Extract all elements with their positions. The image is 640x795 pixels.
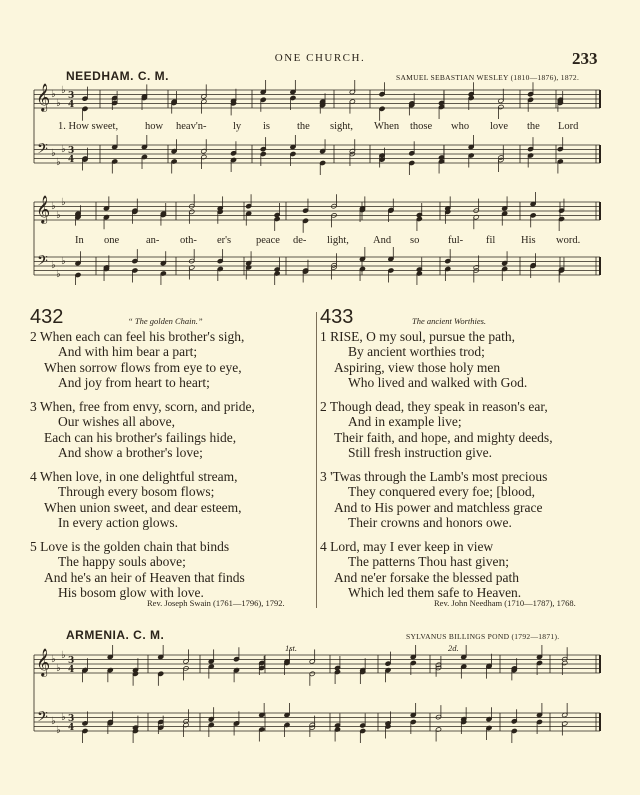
flat-icon: ♭ xyxy=(61,712,66,723)
stanza-line: 5 Love is the golden chain that binds xyxy=(30,539,230,554)
lyric-word: In xyxy=(75,235,84,246)
lyric-word: heav'n- xyxy=(176,121,207,132)
attribution-433: Rev. John Needham (1710—1787), 1768. xyxy=(434,598,576,608)
stanza-line: Aspiring, view those holy men xyxy=(334,359,501,375)
stanza-line: Through every bosom flows; xyxy=(58,484,215,500)
stanza-line: And joy from heart to heart; xyxy=(58,375,210,391)
stanza-line: The happy souls above; xyxy=(58,554,186,570)
lyric-word: sight, xyxy=(330,121,354,132)
lyric-word: ly xyxy=(233,121,242,132)
lyric-word: And xyxy=(373,235,392,246)
stanza-line: And show a brother's love; xyxy=(58,445,203,461)
stanza xyxy=(320,539,620,603)
lyric-word: love xyxy=(490,121,509,132)
stanza-line: They conquered every foe; [blood, xyxy=(348,484,536,500)
stanza-line: 4 When love, in one delightful stream, xyxy=(30,469,238,484)
stanza-line: The patterns Thou hast given; xyxy=(348,554,509,570)
lyric-word: those xyxy=(410,121,433,132)
lyric-word: so xyxy=(410,235,420,246)
hymn-number-433: 433 xyxy=(320,306,354,328)
stanza xyxy=(30,399,315,469)
stanza-line: His bosom glow with love. xyxy=(58,585,204,601)
stanza-line: Their crowns and honors owe. xyxy=(348,515,512,531)
lyric-word: the xyxy=(527,121,540,132)
flat-icon: ♭ xyxy=(56,98,61,109)
time-signature-bottom: 4 xyxy=(68,100,75,110)
lyric-word: 1. How sweet, xyxy=(58,121,119,132)
lyric-word: When xyxy=(374,121,400,132)
lyric-word: peace xyxy=(256,235,280,246)
running-head: ONE CHURCH. xyxy=(274,52,366,64)
score-system-1 xyxy=(0,80,640,285)
stanza-line: Their faith, and hope, and mighty deeds, xyxy=(334,429,553,445)
hymn-432-stanzas xyxy=(30,329,315,603)
bass-clef-icon: 𝄢 xyxy=(37,253,48,273)
bass-clef-icon: 𝄢 xyxy=(37,141,48,161)
lyric-word: fil xyxy=(486,235,496,246)
second-ending-label: 2d. xyxy=(448,643,459,653)
hymn-433-stanzas xyxy=(320,329,620,603)
stanza-line: Our wishes all above, xyxy=(58,414,175,430)
lyric-word: who xyxy=(451,121,470,132)
lyrics-line-2 xyxy=(0,235,640,249)
hymn-number-432: 432 xyxy=(30,306,64,328)
lyric-word: light, xyxy=(327,235,349,246)
stanza-line: When sorrow flows from eye to eye, xyxy=(44,359,242,375)
bass-clef-icon: 𝄢 xyxy=(37,709,48,729)
column-divider xyxy=(316,312,317,608)
stanza xyxy=(30,329,315,399)
composer-wesley: SAMUEL SEBASTIAN WESLEY (1810—1876), 1872. xyxy=(396,73,580,82)
time-signature-bottom: 4 xyxy=(68,665,75,675)
tune-title-armenia: ARMENIA. C. M. xyxy=(66,628,165,642)
stanza-line: 1 RISE, O my soul, pursue the path, xyxy=(320,329,515,344)
flat-icon: ♭ xyxy=(51,148,56,159)
stanza xyxy=(320,329,620,399)
flat-icon: ♭ xyxy=(51,716,56,727)
stanza-line: And ne'er forsake the blessed path xyxy=(334,569,519,585)
time-signature-top: 3 xyxy=(68,146,75,156)
attribution-432: Rev. Joseph Swain (1761—1796), 1792. xyxy=(147,598,285,608)
flat-icon: ♭ xyxy=(61,85,66,96)
lyric-word: oth- xyxy=(180,235,197,246)
flat-icon: ♭ xyxy=(56,663,61,674)
treble-clef-icon: 𝄞 xyxy=(36,83,51,111)
time-signature-top: 3 xyxy=(68,656,75,666)
stanza xyxy=(30,539,315,603)
composer-pond: SYLVANUS BILLINGS POND (1792—1871). xyxy=(406,632,560,641)
lyric-word: an- xyxy=(146,235,160,246)
lyric-word: one xyxy=(104,235,120,246)
flat-icon: ♭ xyxy=(56,725,61,736)
stanza-line: And he's an heir of Heaven that finds xyxy=(44,569,245,585)
flat-icon: ♭ xyxy=(61,144,66,155)
hymn-subtitle-433: The ancient Worthies. xyxy=(412,316,487,326)
stanza-line: And in example live; xyxy=(348,414,462,430)
treble-clef-icon: 𝄞 xyxy=(36,195,51,223)
stanza-line: 3 'Twas through the Lamb's most precious xyxy=(320,469,548,484)
score-system-2 xyxy=(0,640,640,780)
lyric-word: er's xyxy=(217,235,232,246)
stanza xyxy=(30,469,315,539)
stanza-line: When union sweet, and dear esteem, xyxy=(44,499,242,515)
flat-icon: ♭ xyxy=(61,256,66,267)
lyric-word: word. xyxy=(556,235,581,246)
flat-icon: ♭ xyxy=(56,157,61,168)
time-signature-bottom: 4 xyxy=(68,723,75,733)
stanza-line: And to His power and matchless grace xyxy=(334,499,543,515)
stanza-line: By ancient worthies trod; xyxy=(348,344,485,360)
flat-icon: ♭ xyxy=(61,650,66,661)
stanza-line: In every action glows. xyxy=(58,515,178,531)
lyrics-line-1 xyxy=(0,121,640,135)
lyric-word: ful- xyxy=(448,235,464,246)
page-number: 233 xyxy=(572,49,598,68)
time-signature-top: 3 xyxy=(68,91,75,101)
stanza-line: Each can his brother's failings hide, xyxy=(44,429,237,445)
stanza-line: Who lived and walked with God. xyxy=(348,375,528,391)
lyric-word: His xyxy=(521,235,536,246)
lyric-word: Lord xyxy=(558,121,579,132)
treble-clef-icon: 𝄞 xyxy=(36,648,51,676)
flat-icon: ♭ xyxy=(51,201,56,212)
lyric-word: de- xyxy=(293,235,307,246)
flat-icon: ♭ xyxy=(56,210,61,221)
flat-icon: ♭ xyxy=(61,197,66,208)
stanza-line: Which led them safe to Heaven. xyxy=(348,585,522,601)
lyric-word: how xyxy=(145,121,164,132)
stanza-line: 3 When, free from envy, scorn, and pride, xyxy=(30,399,255,414)
hymn-subtitle-432: “ The golden Chain.” xyxy=(128,316,203,326)
first-ending-label: 1st. xyxy=(285,643,298,653)
flat-icon: ♭ xyxy=(51,260,56,271)
stanza-line: 2 When each can feel his brother's sigh, xyxy=(30,329,245,344)
flat-icon: ♭ xyxy=(51,89,56,100)
stanza-line: 4 Lord, may I ever keep in view xyxy=(320,539,494,554)
stanza-line: And with him bear a part; xyxy=(58,344,198,360)
stanza-line: 2 Though dead, they speak in reason's ear, xyxy=(320,399,548,414)
lyric-word: is xyxy=(263,121,271,132)
tune-title-needham: NEEDHAM. C. M. xyxy=(66,69,169,83)
lyric-word: the xyxy=(297,121,310,132)
time-signature-bottom: 4 xyxy=(68,155,75,165)
flat-icon: ♭ xyxy=(56,269,61,280)
time-signature-top: 3 xyxy=(68,714,75,724)
flat-icon: ♭ xyxy=(51,654,56,665)
stanza-line: Still fresh instruction give. xyxy=(348,445,492,461)
stanza xyxy=(320,399,620,469)
stanza xyxy=(320,469,620,539)
